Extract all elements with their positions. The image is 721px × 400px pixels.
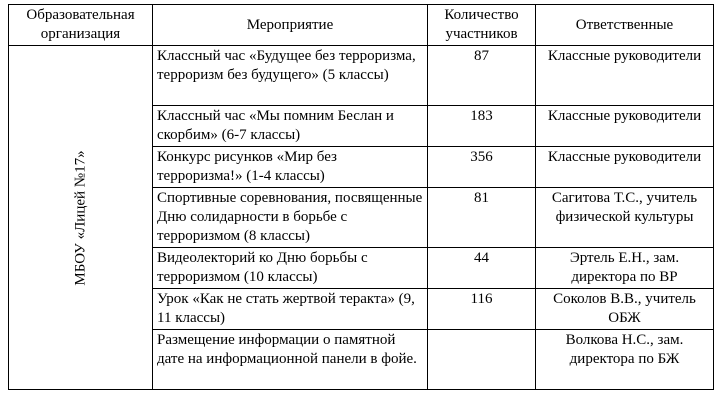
header-event: Мероприятие xyxy=(153,5,428,46)
organization-name: МБОУ «Лицей №17» xyxy=(72,149,88,286)
responsible-cell: Классные руководители xyxy=(536,106,714,147)
responsible-cell: Классные руководители xyxy=(536,46,714,106)
count-cell xyxy=(428,330,536,390)
event-cell: Урок «Как не стать жертвой теракта» (9, 11 классы) xyxy=(153,289,428,330)
responsible-cell: Соколов В.В., учитель ОБЖ xyxy=(536,289,714,330)
responsible-cell: Сагитова Т.С., учитель физической культуры xyxy=(536,188,714,248)
count-cell: 116 xyxy=(428,289,536,330)
responsible-cell: Эртель Е.Н., зам. директора по ВР xyxy=(536,248,714,289)
count-cell: 44 xyxy=(428,248,536,289)
events-table xyxy=(8,4,714,390)
header-count: Количество участников xyxy=(428,5,536,46)
count-cell: 356 xyxy=(428,147,536,188)
event-cell: Классный час «Мы помним Беслан и скорбим» (6-7 классы) xyxy=(153,106,428,147)
event-cell: Классный час «Будущее без терроризма, терроризм без будущего» (5 классы) xyxy=(153,46,428,106)
event-cell: Конкурс рисунков «Мир без терроризма!» (1-4 классы) xyxy=(153,147,428,188)
responsible-cell: Классные руководители xyxy=(536,147,714,188)
event-cell: Размещение информации о памятной дате на информационной панели в фойе. xyxy=(153,330,428,390)
count-cell: 183 xyxy=(428,106,536,147)
organization-cell xyxy=(9,46,153,390)
header-responsible: Ответственные xyxy=(536,5,714,46)
header-org: Образовательная организация xyxy=(9,5,153,46)
event-cell: Спортивные соревнования, посвященные Дню солидарности в борьбе с терроризмом (8 классы) xyxy=(153,188,428,248)
event-cell: Видеолекторий ко Дню борьбы с терроризмом (10 классы) xyxy=(153,248,428,289)
count-cell: 81 xyxy=(428,188,536,248)
count-cell: 87 xyxy=(428,46,536,106)
table-row xyxy=(9,46,714,106)
table-header-row xyxy=(9,5,714,46)
responsible-cell: Волкова Н.С., зам. директора по БЖ xyxy=(536,330,714,390)
